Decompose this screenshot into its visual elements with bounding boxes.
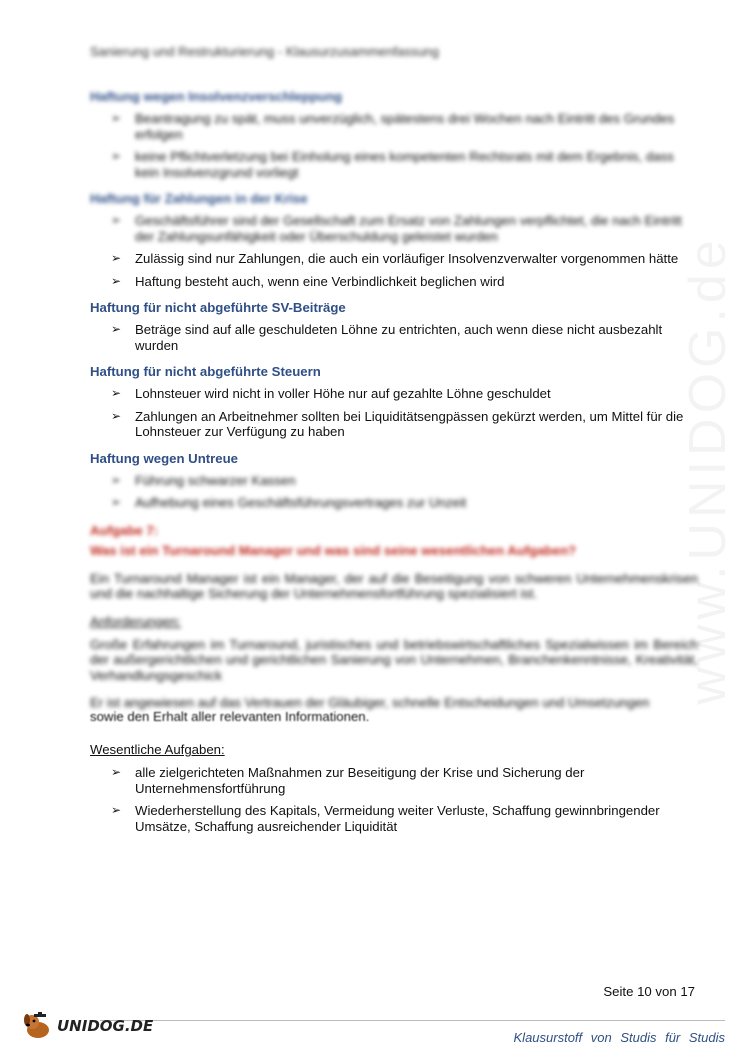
arrow-bullet-icon: ➢ [111,408,122,423]
task-intro: Ein Turnaround Manager ist ein Manager, der auf die Beseitigung von schweren Unternehmenskrisen und die nachhaltige Sicherung der Unternehmensfortführung spezialisiert ist. [90,570,698,601]
list-item: ➢ Wiederherstellung des Kapitals, Vermeidung weiter Verluste, Schaffung gewinnbringender Umsätze, Schaffung ausreichender Liquidität [111,803,660,834]
arrow-bullet-icon: ➢ [111,111,122,125]
page-number: Seite 10 von 17 [603,984,695,999]
section-heading: Haftung für nicht abgeführte Steuern [90,364,321,379]
section-heading: Haftung für nicht abgeführte SV-Beiträge [90,300,346,315]
footer-divider [100,1020,725,1021]
list-item: ➢ Geschäftsführer sind der Gesellschaft zum Ersatz von Zahlungen verpflichtet, die nach Eintritt der Zahlungsunfähigkeit oder Überschuldung geleistet wurden [111,213,682,244]
list-item: ➢ Beträge sind auf alle geschuldeten Löhne zu entrichten, auch wenn diese nicht ausbezahlt wurden [111,322,663,353]
task-number: Aufgabe 7: [90,522,159,538]
requirements-text-2: Er ist angewiesen auf das Vertrauen der Gläubiger, schnelle Entscheidungen und Umsetzungen [90,695,650,710]
footer-note: Klausurstoff von Studis für Studis [513,1030,725,1045]
section-zahlungen-krise [90,190,698,289]
section-insolvenzverschleppung [90,88,698,180]
watermark [678,235,738,705]
list-item: ➢ Haftung besteht auch, wenn eine Verbindlichkeit beglichen wird [111,273,505,289]
section-sv-beitraege [90,299,698,353]
list-item: ➢ Führung schwarzer Kassen [111,472,296,488]
arrow-bullet-icon: ➢ [111,765,122,779]
section-untreue [90,450,698,511]
list-item: ➢ alle zielgerichteten Maßnahmen zur Beseitigung der Krise und Sicherung der Unternehmensfortführung [111,765,585,796]
list-item: ➢ keine Pflichtverletzung bei Einholung eines kompetenten Rechtsrats mit dem Ergebnis, dass kein Insolvenzgrund vorliegt [111,149,674,180]
arrow-bullet-icon: ➢ [111,213,122,227]
logo [22,1012,153,1040]
bullet-list [90,213,698,289]
arrow-bullet-icon: ➢ [111,149,122,163]
arrow-bullet-icon: ➢ [111,273,122,288]
list-item: ➢ Aufhebung eines Geschäftsführungsvertrages zur Unzeit [111,495,467,510]
arrow-bullet-icon: ➢ [111,386,122,400]
list-item: ➢ Zahlungen an Arbeitnehmer sollten bei Liquiditätsengpässen gekürzt werden, um Mittel für die Lohnsteuer zur Verfügung zu haben [111,408,684,439]
task-question: Was ist ein Turnaround Manager und was sind seine wesentlichen Aufgaben? [90,542,577,558]
task-block-blurred [90,521,698,711]
list-item: ➢ Zulässig sind nur Zahlungen, die auch ein vorläufiger Insolvenzverwalter vorgenommen hätte [111,251,679,266]
tasks-list [90,765,698,834]
section-steuern [90,363,698,440]
list-item: ➢ Beantragung zu spät, muss unverzüglich, spätestens drei Wochen nach Eintritt des Grundes erfolgen [111,111,675,142]
list-item: ➢ Lohnsteuer wird nicht in voller Höhe nur auf gezahlte Löhne geschuldet [111,386,551,401]
arrow-bullet-icon: ➢ [111,322,122,336]
arrow-bullet-icon: ➢ [111,472,122,487]
dog-mascot-icon [22,1012,54,1040]
section-heading: Haftung wegen Untreue [90,450,238,466]
arrow-bullet-icon: ➢ [111,251,122,265]
bullet-list [90,473,698,511]
arrow-bullet-icon: ➢ [111,495,122,509]
requirements-text-2-tail: sowie den Erhalt aller relevanten Informationen. [90,708,370,724]
running-header: Sanierung und Restrukturierung - Klausurzusammenfassung [90,44,440,59]
document-body [90,88,698,842]
requirements-text: Große Erfahrungen im Turnaround, juristisches und betriebswirtschaftliches Spezialwissen im Bereich der außergerichtlichen und gerichtlichen Sanierung von Unternehmen, Branchenkenntnisse, Kreativität, Verhandlungsgeschick [90,636,698,683]
section-heading: Haftung für Zahlungen in der Krise [90,191,308,206]
tasks-label: Wesentliche Aufgaben: [90,742,225,757]
bullet-list [90,322,698,353]
logo-text: UNIDOG.DE [57,1017,154,1035]
bullet-list [90,386,698,440]
arrow-bullet-icon: ➢ [111,803,122,817]
section-heading: Haftung wegen Insolvenzverschleppung [90,89,343,104]
bullet-list [90,111,698,180]
requirements-label: Anforderungen: [90,613,181,629]
